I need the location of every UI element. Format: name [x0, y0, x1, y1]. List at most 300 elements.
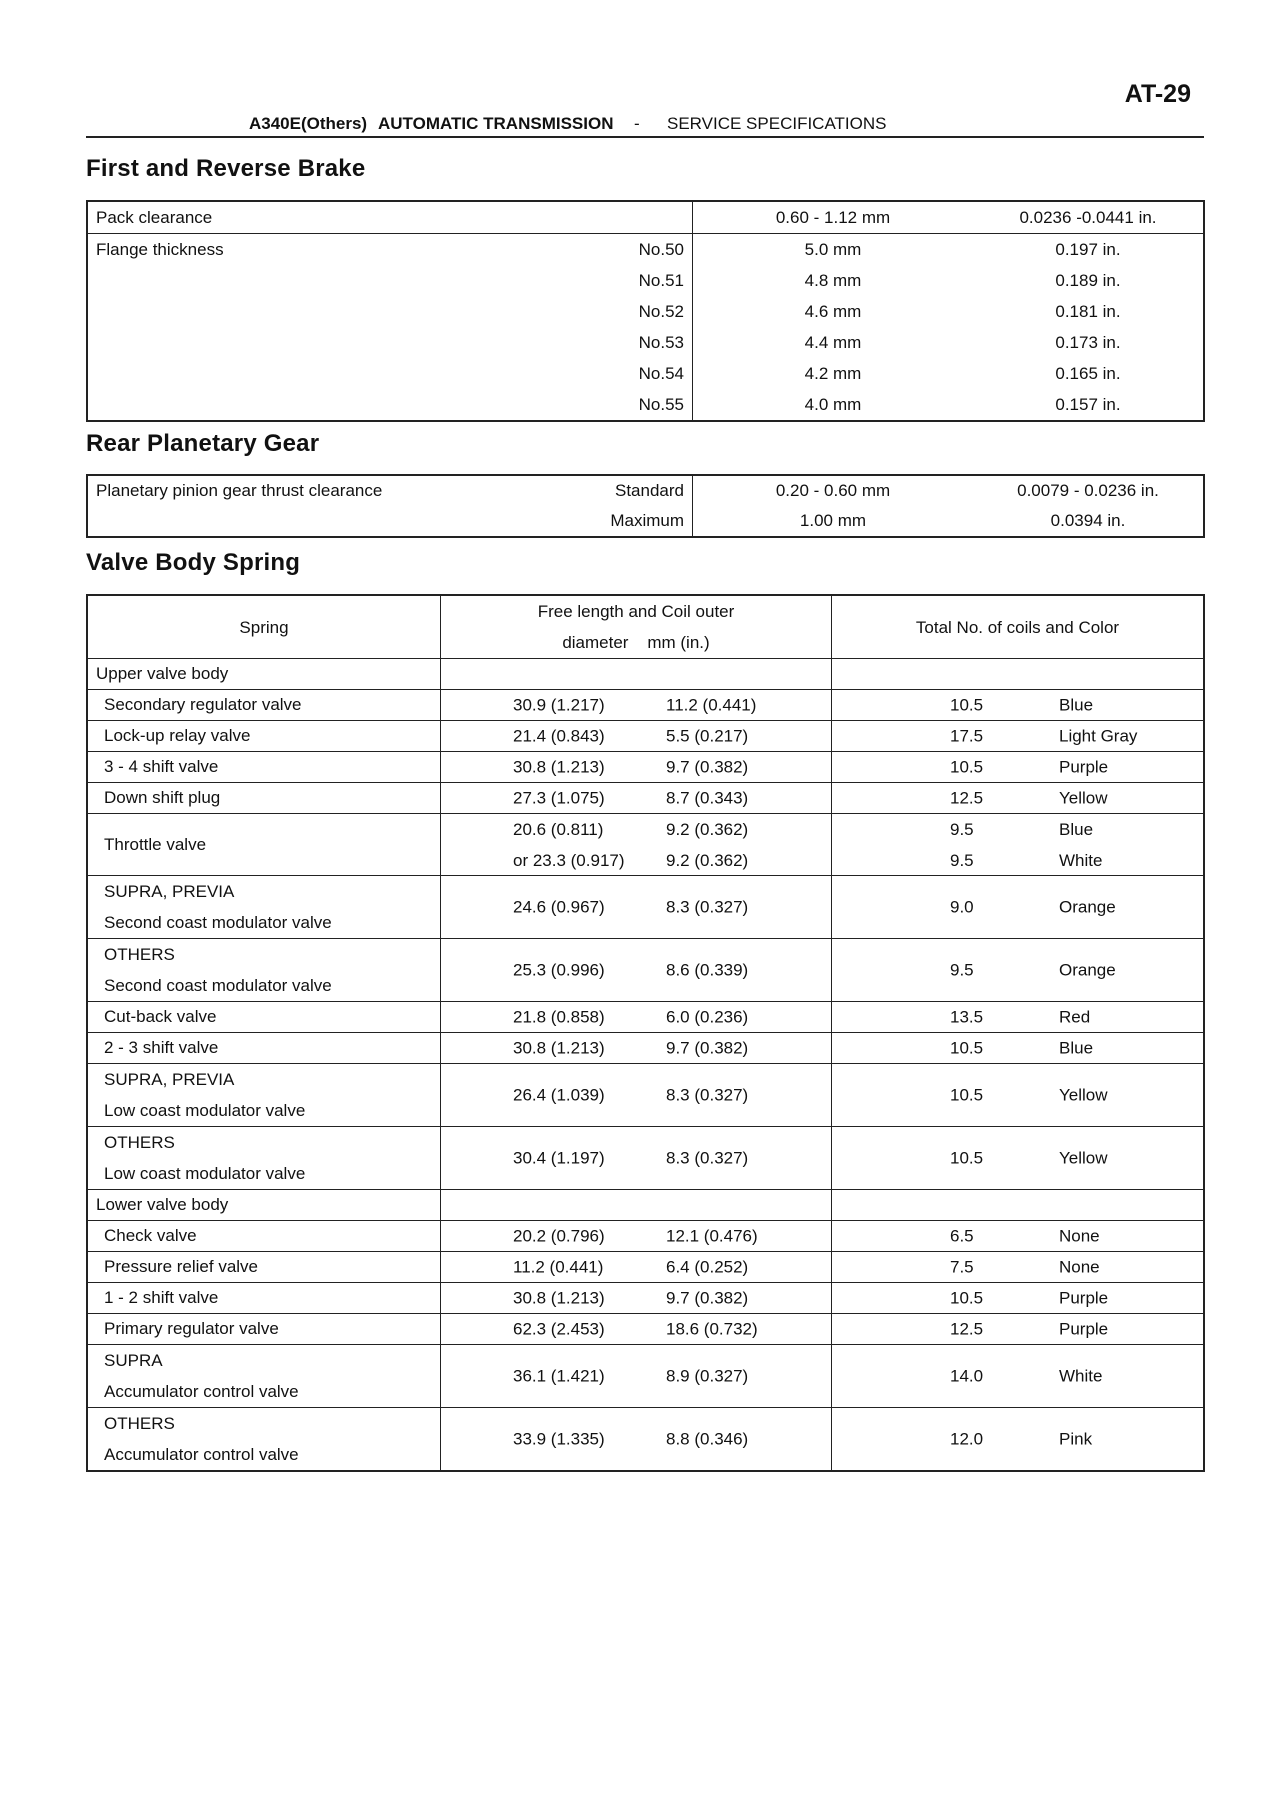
spring-name-line: Primary regulator valve — [104, 1319, 279, 1338]
color-stack — [1059, 1424, 1092, 1455]
coil-diameter-stack — [666, 1143, 748, 1174]
color-stack — [1059, 752, 1108, 783]
table-row — [87, 1002, 1204, 1033]
color-stack — [1059, 783, 1108, 814]
table-cell — [87, 327, 534, 358]
coil-diameter-stack — [666, 1033, 748, 1064]
spring-coils-color — [832, 1002, 1205, 1033]
free-length-stack — [513, 1080, 605, 1111]
spring-dimensions — [441, 876, 832, 939]
clearance-in: 0.0394 in. — [1050, 511, 1126, 530]
pack-clearance-in: 0.0236 -0.0441 in. — [973, 201, 1204, 234]
table-cell — [87, 506, 534, 537]
spring-color: None — [1059, 1257, 1100, 1277]
coil-diameter: 9.7 (0.382) — [666, 757, 749, 777]
flange-in: 0.173 in. — [1055, 332, 1121, 352]
spring-name-line: SUPRA — [104, 1351, 163, 1370]
spring-coils-color — [832, 1345, 1205, 1408]
coils-stack — [950, 1002, 983, 1033]
coil-diameter: 9.7 (0.382) — [666, 1288, 749, 1308]
table-row — [87, 1190, 1204, 1221]
clearance-mm: 0.20 - 0.60 mm — [775, 481, 891, 500]
spring-name — [87, 814, 441, 876]
pack-clearance-mm: 0.60 - 1.12 mm — [693, 201, 974, 234]
table-row — [87, 358, 1204, 389]
free-length-stack — [513, 955, 605, 986]
free-length: 20.2 (0.796) — [513, 1226, 605, 1246]
coils-stack — [950, 752, 983, 783]
spring-color: Orange — [1059, 897, 1116, 917]
spring-name-line: 3 - 4 shift valve — [104, 757, 219, 776]
free-length: 36.1 (1.421) — [513, 1366, 605, 1386]
spring-color: Blue — [1059, 819, 1094, 839]
spring-coils-color — [832, 876, 1205, 939]
spring-dimensions — [441, 814, 832, 876]
coils-stack — [950, 955, 974, 986]
spring-name-line: 2 - 3 shift valve — [104, 1038, 219, 1057]
coil-diameter: 8.3 (0.327) — [666, 1148, 749, 1168]
free-length-stack — [513, 1424, 605, 1455]
spring-dimensions — [441, 783, 832, 814]
free-length-stack — [513, 1002, 605, 1033]
table-row — [87, 234, 1204, 266]
spring-coils-color — [832, 690, 1205, 721]
flange-mm: 4.2 mm — [804, 363, 862, 383]
flange-mm: 5.0 mm — [804, 239, 862, 259]
free-length: 26.4 (1.039) — [513, 1085, 605, 1105]
coil-diameter-stack — [666, 814, 748, 876]
coil-count: 17.5 — [950, 726, 984, 746]
coil-diameter: 8.7 (0.343) — [666, 788, 749, 808]
header-title: AUTOMATIC TRANSMISSION — [378, 114, 614, 133]
color-stack — [1059, 892, 1116, 923]
spring-name — [87, 1283, 441, 1314]
coils-stack — [950, 814, 974, 876]
group-label: Lower valve body — [87, 1190, 441, 1221]
free-length-stack — [513, 1252, 603, 1283]
spring-color: Purple — [1059, 757, 1109, 777]
table-row — [87, 327, 1204, 358]
spring-dimensions — [441, 1064, 832, 1127]
free-length-stack — [513, 690, 605, 721]
spring-coils-color — [832, 814, 1205, 876]
col-header-coils-color: Total No. of coils and Color — [832, 595, 1205, 659]
coils-stack — [950, 1283, 983, 1314]
free-length: 33.9 (1.335) — [513, 1429, 605, 1449]
spring-coils-color — [832, 1127, 1205, 1190]
flange-mm: 4.6 mm — [804, 301, 862, 321]
coil-diameter: 9.2 (0.362) — [666, 819, 749, 839]
free-length: 30.8 (1.213) — [513, 1038, 605, 1058]
table-cell — [441, 659, 832, 690]
spring-coils-color — [832, 1314, 1205, 1345]
section-title-valve-body-spring: Valve Body Spring — [86, 549, 301, 576]
spring-color: Pink — [1059, 1429, 1093, 1449]
flange-in: 0.157 in. — [1055, 394, 1121, 414]
coils-stack — [950, 721, 983, 752]
coil-count: 10.5 — [950, 1288, 984, 1308]
spring-color: Red — [1059, 1007, 1091, 1027]
free-length-stack — [513, 783, 605, 814]
coil-diameter: 8.3 (0.327) — [666, 897, 749, 917]
flange-mm: 4.8 mm — [804, 270, 862, 290]
coils-stack — [950, 1033, 983, 1064]
spring-name — [87, 783, 441, 814]
spring-name-line: Low coast modulator valve — [104, 1101, 306, 1120]
flange-mm: 4.0 mm — [804, 394, 862, 414]
free-length: 30.9 (1.217) — [513, 695, 605, 715]
header-model: A340E(Others) — [249, 114, 368, 133]
free-length: 11.2 (0.441) — [513, 1257, 604, 1277]
spring-coils-color — [832, 1252, 1205, 1283]
spring-color: Purple — [1059, 1288, 1109, 1308]
table-cell — [87, 389, 534, 421]
table-row — [87, 752, 1204, 783]
header-section: SERVICE SPECIFICATIONS — [667, 114, 887, 133]
col-header-dim-line2: diameter mm (in.) — [562, 633, 710, 652]
free-length: 24.6 (0.967) — [513, 897, 605, 917]
col-header-spring: Spring — [87, 595, 441, 659]
flange-mm: 4.4 mm — [804, 332, 862, 352]
coil-count: 13.5 — [950, 1007, 984, 1027]
spring-name-line: Down shift plug — [104, 788, 221, 807]
spring-name-line: Second coast modulator valve — [104, 913, 332, 932]
condition-label: Standard — [534, 475, 693, 506]
spring-name — [87, 1002, 441, 1033]
flange-in: 0.197 in. — [1055, 239, 1121, 259]
coil-diameter: 8.3 (0.327) — [666, 1085, 749, 1105]
coils-stack — [950, 892, 974, 923]
coil-count: 9.5 — [950, 819, 974, 839]
color-stack — [1059, 955, 1116, 986]
coil-diameter-stack — [666, 892, 748, 923]
free-length-stack — [513, 1283, 605, 1314]
spring-name-line: OTHERS — [104, 945, 175, 964]
table-cell — [87, 296, 534, 327]
free-length: or 23.3 (0.917) — [513, 850, 625, 870]
flange-no: No.54 — [534, 358, 693, 389]
spring-dimensions — [441, 1408, 832, 1472]
coil-diameter: 12.1 (0.476) — [666, 1226, 758, 1246]
color-stack — [1059, 1361, 1102, 1392]
spring-coils-color — [832, 1221, 1205, 1252]
spring-color: Blue — [1059, 695, 1094, 715]
coil-diameter-stack — [666, 1314, 758, 1345]
table-row — [87, 876, 1204, 939]
coil-count: 12.5 — [950, 1319, 984, 1339]
table-row — [87, 1408, 1204, 1472]
table-row — [87, 814, 1204, 876]
table-row — [87, 1127, 1204, 1190]
coil-diameter-stack — [666, 1221, 758, 1252]
free-length: 30.4 (1.197) — [513, 1148, 605, 1168]
flange-thickness-label: Flange thickness — [96, 239, 224, 259]
spring-name-line: 1 - 2 shift valve — [104, 1288, 219, 1307]
coil-count: 10.5 — [950, 1148, 984, 1168]
table-row — [87, 1221, 1204, 1252]
spring-dimensions — [441, 721, 832, 752]
coil-count: 10.5 — [950, 695, 984, 715]
free-length: 62.3 (2.453) — [513, 1319, 605, 1339]
spring-coils-color — [832, 1283, 1205, 1314]
table-cell — [87, 358, 534, 389]
table-header-row — [87, 595, 1204, 659]
clearance-in: 0.0079 - 0.0236 in. — [1017, 481, 1159, 500]
section-title-rear-planetary-gear: Rear Planetary Gear — [86, 430, 320, 457]
spring-dimensions — [441, 1002, 832, 1033]
color-stack — [1059, 1143, 1108, 1174]
coil-count: 9.5 — [950, 850, 974, 870]
spring-coils-color — [832, 1033, 1205, 1064]
coil-diameter: 6.4 (0.252) — [666, 1257, 749, 1277]
coil-diameter-stack — [666, 1361, 748, 1392]
spring-color: White — [1059, 1366, 1103, 1386]
table-row — [87, 1064, 1204, 1127]
spring-coils-color — [832, 1408, 1205, 1472]
coil-count: 9.5 — [950, 960, 974, 980]
spring-name — [87, 939, 441, 1002]
coil-count: 12.5 — [950, 788, 984, 808]
spring-dimensions — [441, 1345, 832, 1408]
col-header-dimensions — [441, 595, 832, 659]
flange-no: No.52 — [534, 296, 693, 327]
coil-count: 12.0 — [950, 1429, 984, 1449]
free-length-stack — [513, 814, 625, 876]
coils-stack — [950, 1252, 974, 1283]
coil-count: 9.0 — [950, 897, 974, 917]
spring-name — [87, 1064, 441, 1127]
spring-color: Blue — [1059, 1038, 1094, 1058]
coil-diameter: 9.7 (0.382) — [666, 1038, 749, 1058]
table-row — [87, 659, 1204, 690]
thrust-clearance-label: Planetary pinion gear thrust clearance — [96, 481, 383, 500]
spring-dimensions — [441, 1127, 832, 1190]
spring-dimensions — [441, 752, 832, 783]
coil-diameter-stack — [666, 690, 756, 721]
free-length-stack — [513, 1361, 605, 1392]
spring-name-line: Low coast modulator valve — [104, 1164, 306, 1183]
table-cell — [441, 1190, 832, 1221]
spring-dimensions — [441, 1314, 832, 1345]
free-length-stack — [513, 1033, 605, 1064]
spring-name-line: Pressure relief valve — [104, 1257, 259, 1276]
spring-coils-color — [832, 1064, 1205, 1127]
free-length: 30.8 (1.213) — [513, 757, 605, 777]
spring-color: Purple — [1059, 1319, 1109, 1339]
spring-name-line: Accumulator control valve — [104, 1382, 299, 1401]
color-stack — [1059, 1314, 1108, 1345]
coil-diameter: 8.6 (0.339) — [666, 960, 749, 980]
color-stack — [1059, 1002, 1090, 1033]
spring-name-line: Cut-back valve — [104, 1007, 217, 1026]
color-stack — [1059, 690, 1093, 721]
spring-dimensions — [441, 1283, 832, 1314]
pack-clearance-label: Pack clearance — [87, 201, 534, 234]
flange-no: No.53 — [534, 327, 693, 358]
spring-name-line: OTHERS — [104, 1414, 175, 1433]
flange-in: 0.189 in. — [1055, 270, 1121, 290]
free-length: 27.3 (1.075) — [513, 788, 605, 808]
table-row — [87, 1033, 1204, 1064]
flange-in: 0.165 in. — [1055, 363, 1121, 383]
color-stack — [1059, 1033, 1093, 1064]
table-row — [87, 939, 1204, 1002]
coils-stack — [950, 1143, 983, 1174]
spring-dimensions — [441, 1252, 832, 1283]
spring-color: Yellow — [1059, 1148, 1108, 1168]
coil-count: 7.5 — [950, 1257, 974, 1277]
table-row — [87, 721, 1204, 752]
coil-diameter-stack — [666, 1080, 748, 1111]
table-row — [87, 1314, 1204, 1345]
free-length-stack — [513, 1143, 605, 1174]
spring-name-line: Accumulator control valve — [104, 1445, 299, 1464]
spring-name-line: Lock-up relay valve — [104, 726, 251, 745]
coil-count: 10.5 — [950, 757, 984, 777]
header-dash: - — [634, 114, 640, 133]
group-label: Upper valve body — [87, 659, 441, 690]
coils-stack — [950, 1314, 983, 1345]
flange-no: No.50 — [534, 234, 693, 266]
coil-diameter-stack — [666, 1283, 748, 1314]
free-length-stack — [513, 892, 605, 923]
table-row — [87, 475, 1204, 506]
table-row — [87, 506, 1204, 537]
condition-label: Maximum — [534, 506, 693, 537]
spring-color: None — [1059, 1226, 1100, 1246]
spring-name — [87, 1033, 441, 1064]
color-stack — [1059, 814, 1102, 876]
col-header-dim-line1: Free length and Coil outer — [537, 602, 735, 621]
coil-diameter-stack — [666, 1424, 748, 1455]
valve-body-spring-table — [86, 594, 1205, 1472]
table-row — [87, 389, 1204, 421]
spring-name — [87, 752, 441, 783]
free-length-stack — [513, 721, 605, 752]
first-reverse-brake-table — [86, 200, 1205, 422]
table-row — [87, 1283, 1204, 1314]
table-row — [87, 690, 1204, 721]
color-stack — [1059, 721, 1137, 752]
coil-diameter: 6.0 (0.236) — [666, 1007, 749, 1027]
coils-stack — [950, 690, 983, 721]
coil-diameter: 8.9 (0.327) — [666, 1366, 749, 1386]
table-cell — [832, 1190, 1205, 1221]
table-row — [87, 1345, 1204, 1408]
spring-coils-color — [832, 752, 1205, 783]
coil-diameter-stack — [666, 752, 748, 783]
spring-name — [87, 690, 441, 721]
table-row — [87, 201, 1204, 234]
spring-coils-color — [832, 721, 1205, 752]
spring-name-line: OTHERS — [104, 1133, 175, 1152]
flange-no: No.55 — [534, 389, 693, 421]
spring-coils-color — [832, 783, 1205, 814]
free-length-stack — [513, 1221, 605, 1252]
spring-dimensions — [441, 1221, 832, 1252]
color-stack — [1059, 1080, 1108, 1111]
table-row — [87, 783, 1204, 814]
coil-diameter: 8.8 (0.346) — [666, 1429, 749, 1449]
coils-stack — [950, 1361, 983, 1392]
coil-diameter-stack — [666, 955, 748, 986]
spring-dimensions — [441, 939, 832, 1002]
running-header — [86, 112, 1204, 138]
section-title-first-reverse-brake: First and Reverse Brake — [86, 155, 366, 182]
spring-name-line: Secondary regulator valve — [104, 695, 302, 714]
coils-stack — [950, 1221, 974, 1252]
spring-name — [87, 721, 441, 752]
table-cell — [87, 265, 534, 296]
spring-name — [87, 876, 441, 939]
color-stack — [1059, 1252, 1100, 1283]
coil-diameter: 11.2 (0.441) — [666, 695, 757, 715]
table-cell — [832, 659, 1205, 690]
free-length: 30.8 (1.213) — [513, 1288, 605, 1308]
coil-count: 14.0 — [950, 1366, 984, 1386]
spring-name — [87, 1345, 441, 1408]
coil-diameter: 5.5 (0.217) — [666, 726, 749, 746]
rear-planetary-table — [86, 474, 1205, 538]
spring-name — [87, 1127, 441, 1190]
table-cell — [534, 201, 693, 234]
page-number: AT-29 — [1124, 80, 1191, 108]
coil-count: 10.5 — [950, 1085, 984, 1105]
coil-diameter-stack — [666, 1002, 748, 1033]
spring-color: Orange — [1059, 960, 1116, 980]
spring-name-line: Check valve — [104, 1226, 197, 1245]
free-length: 25.3 (0.996) — [513, 960, 605, 980]
spring-name-line: Second coast modulator valve — [104, 976, 332, 995]
spring-dimensions — [441, 690, 832, 721]
spring-dimensions — [441, 1033, 832, 1064]
spring-name — [87, 1221, 441, 1252]
coil-diameter: 18.6 (0.732) — [666, 1319, 758, 1339]
free-length-stack — [513, 1314, 605, 1345]
flange-in: 0.181 in. — [1055, 301, 1121, 321]
spring-color: Yellow — [1059, 788, 1108, 808]
free-length: 21.4 (0.843) — [513, 726, 605, 746]
coils-stack — [950, 1080, 983, 1111]
spring-name-line: SUPRA, PREVIA — [104, 1070, 235, 1089]
table-row — [87, 1252, 1204, 1283]
spring-name-line: Throttle valve — [104, 834, 207, 854]
spring-color: Yellow — [1059, 1085, 1108, 1105]
spring-name — [87, 1408, 441, 1472]
clearance-mm: 1.00 mm — [799, 511, 867, 530]
coil-count: 6.5 — [950, 1226, 974, 1246]
table-row — [87, 296, 1204, 327]
coil-diameter-stack — [666, 783, 748, 814]
coils-stack — [950, 783, 983, 814]
coil-diameter-stack — [666, 721, 748, 752]
coil-count: 10.5 — [950, 1038, 984, 1058]
free-length: 20.6 (0.811) — [513, 819, 604, 839]
color-stack — [1059, 1283, 1108, 1314]
spring-color: White — [1059, 850, 1103, 870]
free-length: 21.8 (0.858) — [513, 1007, 605, 1027]
free-length-stack — [513, 752, 605, 783]
spring-name-line: SUPRA, PREVIA — [104, 882, 235, 901]
flange-no: No.51 — [534, 265, 693, 296]
spring-name — [87, 1314, 441, 1345]
spring-name — [87, 1252, 441, 1283]
coil-diameter-stack — [666, 1252, 748, 1283]
coil-diameter: 9.2 (0.362) — [666, 850, 749, 870]
coils-stack — [950, 1424, 983, 1455]
color-stack — [1059, 1221, 1100, 1252]
spring-coils-color — [832, 939, 1205, 1002]
